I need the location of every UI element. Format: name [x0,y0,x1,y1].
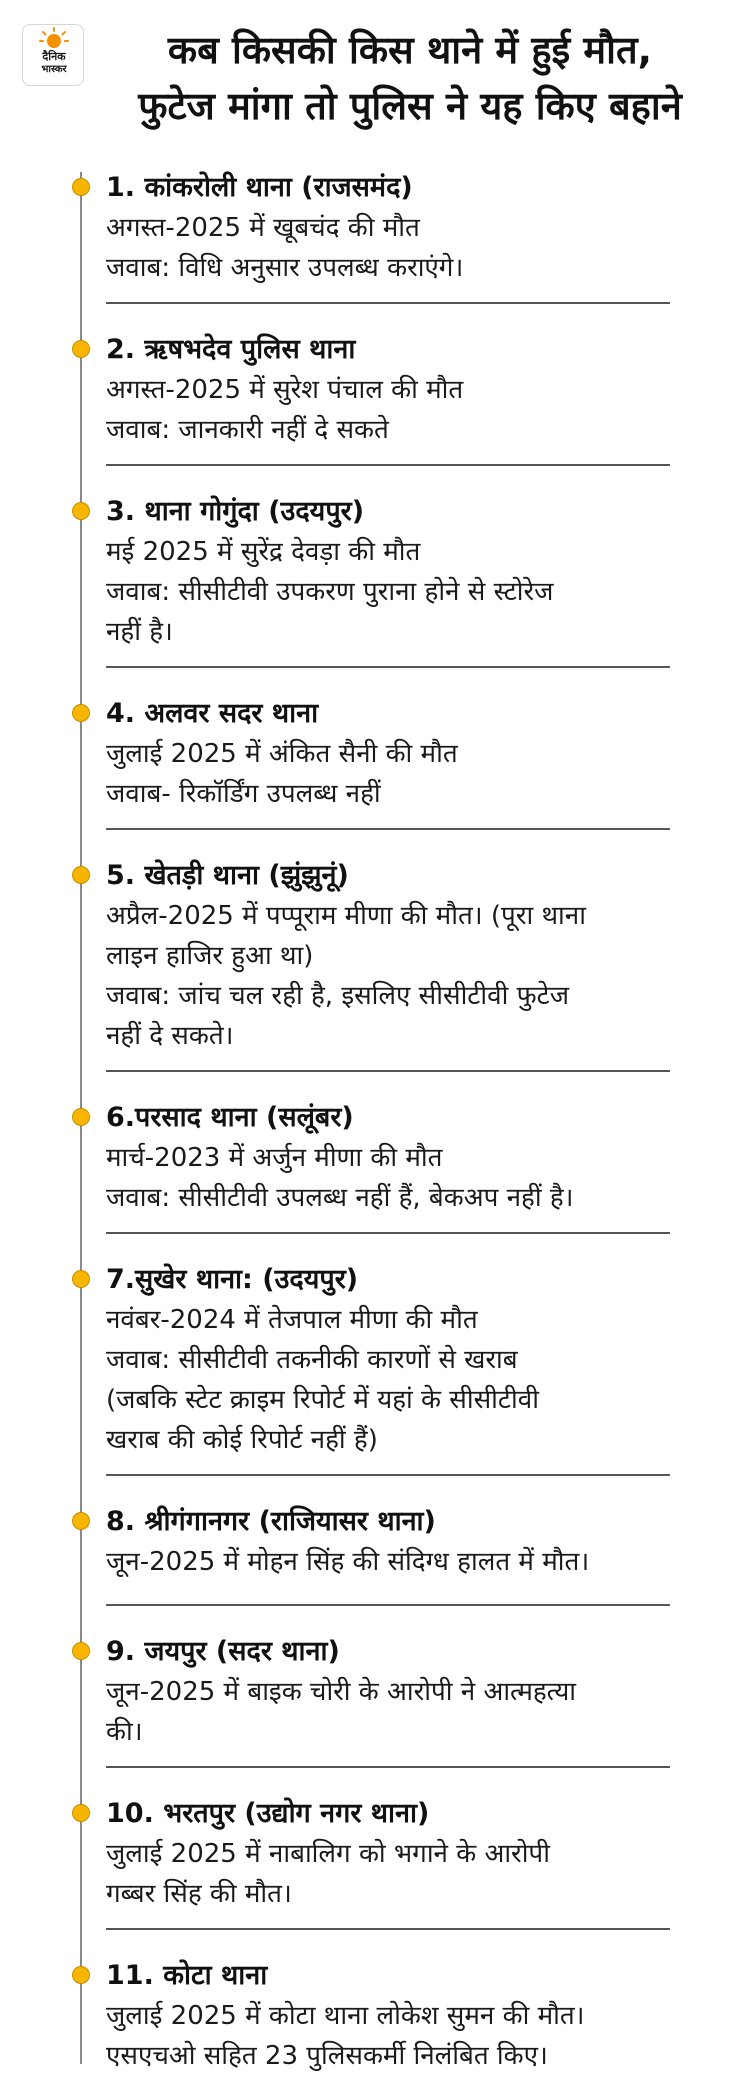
header [0,0,730,150]
timeline-dot [72,502,90,520]
entry-text-line: जून-2025 में मोहन सिंह की संदिग्ध हालत में मौत। [106,1547,590,1577]
dainik-bhaskar-logo [22,24,84,86]
entry-title: 9. जयपुर (सदर थाना) [106,1636,340,1667]
entry-text-line: जवाब: विधि अनुसार उपलब्ध कराएंगे। [106,253,464,283]
entry-separator [106,1928,670,1930]
entry-title: 5. खेतड़ी थाना (झुंझुनूं) [106,860,349,891]
logo-line1: दैनिक [42,50,66,63]
title-line2: फुटेज मांगा तो पुलिस ने यह किए बहाने [138,84,682,128]
entry-title: 11. कोटा थाना [106,1960,268,1991]
timeline-dot [72,866,90,884]
entry-title: 10. भरतपुर (उद्योग नगर थाना) [106,1798,430,1829]
entry-title: 1. कांकरोली थाना (राजसमंद) [106,172,413,203]
entry-text-line: जुलाई 2025 में अंकित सैनी की मौत [106,739,458,769]
entry-separator [106,666,670,668]
timeline-dot [72,1966,90,1984]
entry-text-line: अप्रैल-2025 में पप्पूराम मीणा की मौत। (पूरा थाना [106,901,586,931]
entry-text-line: जवाब: सीसीटीवी तकनीकी कारणों से खराब [106,1345,518,1375]
entry-text-line: जवाब- रिकॉर्डिंग उपलब्ध नहीं [106,779,381,809]
title-line1: कब किसकी किस थाने में हुई मौत, [167,28,653,72]
timeline-dot [72,1642,90,1660]
entry-separator [106,828,670,830]
entry-title: 6.परसाद थाना (सलूंबर) [106,1102,354,1133]
entry-text-line: नवंबर-2024 में तेजपाल मीणा की मौत [106,1305,478,1335]
timeline-dot [72,1270,90,1288]
entry-separator [106,1232,670,1234]
entry-text-line: गब्बर सिंह की मौत। [106,1879,292,1909]
entry-title: 7.सुखेर थाना: (उदयपुर) [106,1264,359,1295]
entry-text-line: जवाब: जांच चल रही है, इसलिए सीसीटीवी फुटेज [106,981,570,1011]
logo-line2: भास्कर [41,64,67,75]
entry-separator [106,1474,670,1476]
timeline-dot [72,178,90,196]
timeline-dot [72,340,90,358]
entry-separator [106,1604,670,1606]
entry-title: 3. थाना गोगुंदा (उदयपुर) [106,496,365,527]
entry-text-line: लाइन हाजिर हुआ था) [106,941,314,971]
entry-text-line: (जबकि स्टेट क्राइम रिपोर्ट में यहां के सीसीटीवी [106,1385,539,1415]
entry-separator [106,464,670,466]
entry-text-line: जुलाई 2025 में कोटा थाना लोकेश सुमन की मौत। [106,2001,585,2031]
entry-text-line: जुलाई 2025 में नाबालिग को भगाने के आरोपी [106,1839,550,1869]
timeline-dot [72,1108,90,1126]
entry-text-line: अगस्त-2025 में सुरेश पंचाल की मौत [106,375,464,405]
timeline-dot [72,1512,90,1530]
entry-text-line: जवाब: सीसीटीवी उपकरण पुराना होने से स्टोरेज [106,577,554,607]
entry-text-line: मार्च-2023 में अर्जुन मीणा की मौत [106,1143,443,1173]
entry-text-line: खराब की कोई रिपोर्ट नहीं हैं) [106,1425,378,1455]
entry-text-line: जवाब: जानकारी नहीं दे सकते [106,415,389,445]
timeline-dot [72,704,90,722]
entry-separator [106,302,670,304]
entry-title: 2. ऋषभदेव पुलिस थाना [106,334,356,365]
timeline-dot [72,1804,90,1822]
entry-text-line: जून-2025 में बाइक चोरी के आरोपी ने आत्महत्या [106,1677,577,1707]
entry-text-line: जवाब: सीसीटीवी उपलब्ध नहीं हैं, बेकअप नहीं है। [106,1183,574,1213]
entry-text-line: नहीं है। [106,617,173,647]
entry-text-line: नहीं दे सकते। [106,1021,234,1051]
entry-title: 8. श्रीगंगानगर (राजियासर थाना) [106,1506,436,1537]
entry-text-line: मई 2025 में सुरेंद्र देवड़ा की मौत [106,537,421,567]
entry-separator [106,1766,670,1768]
entry-text-line: अगस्त-2025 में खूबचंद की मौत [106,213,420,243]
entry-separator [106,1070,670,1072]
entry-text-line: की। [106,1717,143,1747]
page-title [100,22,720,134]
entry-text-line: एसएचओ सहित 23 पुलिसकर्मी निलंबित किए। [106,2041,548,2071]
entry-title: 4. अलवर सदर थाना [106,698,319,729]
